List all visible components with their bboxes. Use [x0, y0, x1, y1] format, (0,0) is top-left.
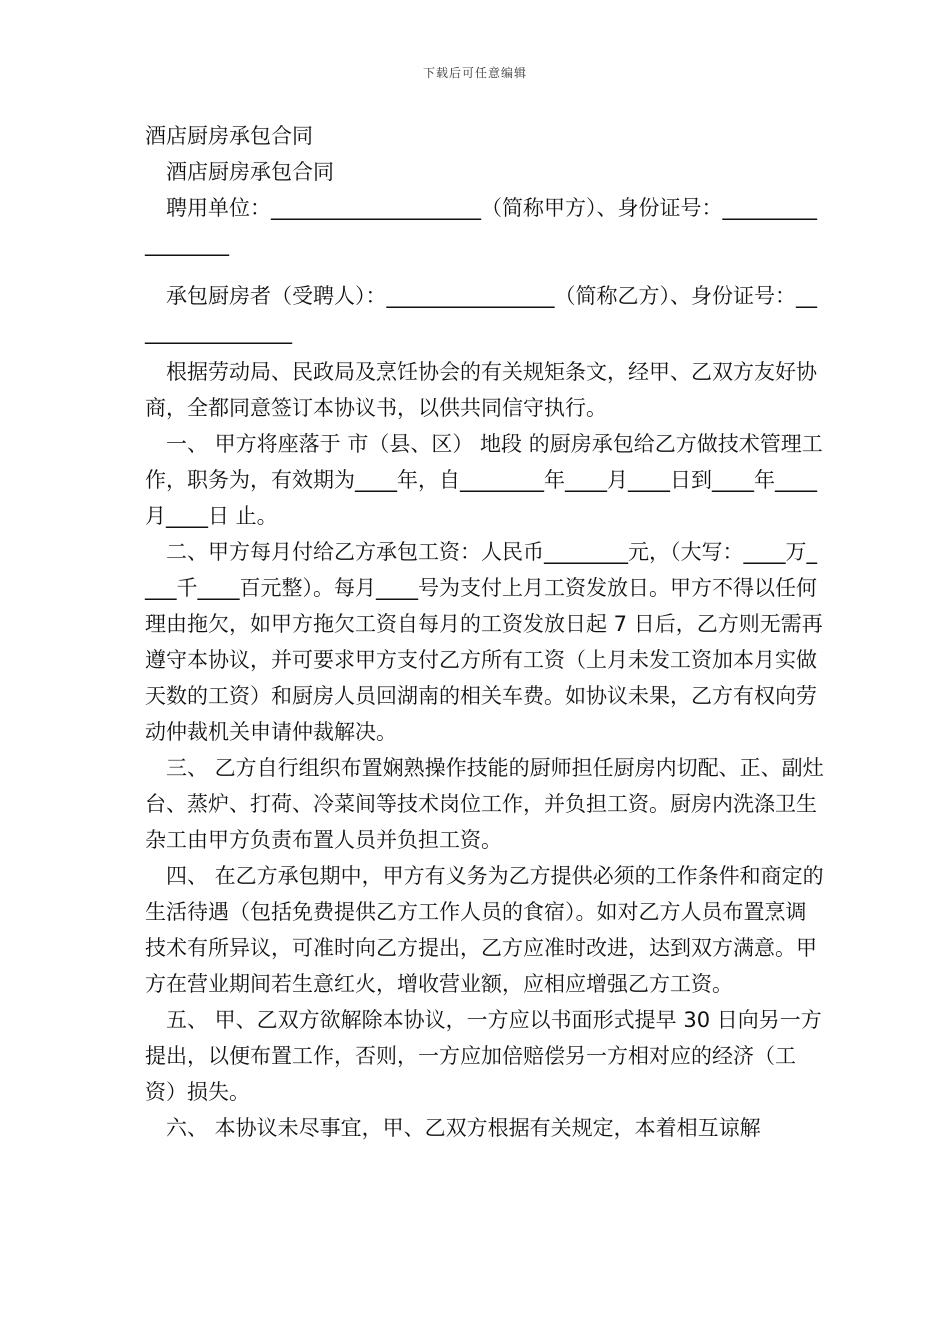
employer-line: 聘用单位：____________________（简称甲方）、身份证号：_________________: [145, 196, 817, 256]
clause-6: 六、 本协议未尽事宜，甲、乙双方根据有关规定，本着相互谅解: [166, 1116, 761, 1140]
header-note: 下载后可任意编辑: [422, 66, 527, 80]
document-body: [145, 118, 825, 1146]
contractor-line: 承包厨房者（受聘人）：________________（简称乙方）、身份证号：________________: [145, 284, 817, 344]
clause-4: 四、 在乙方承包期中，甲方有义务为乙方提供必须的工作条件和商定的生活待遇（包括免费提供乙方工作人员的食宿）。如对乙方人员布置烹调技术有所异议，可准时向乙方提出，乙方应准时改进，达到双方满意。甲方在营业期间若生意红火，增收营业额，应相应增强乙方工资。: [145, 864, 824, 996]
preamble-paragraph: 根据劳动局、民政局及烹饪协会的有关规矩条文，经甲、乙双方友好协商，全都同意签订本协议书，以供共同信守执行。: [145, 360, 817, 420]
document-title: 酒店厨房承包合同: [145, 124, 313, 148]
clause-3: 三、 乙方自行组织布置娴熟操作技能的厨师担任厨房内切配、正、副灶台、蒸炉、打荷、冷菜间等技术岗位工作，并负担工资。厨房内洗涤卫生杂工由甲方负责布置人员并负担工资。: [145, 756, 824, 852]
clause-5: 五、 甲、乙双方欲解除本协议，一方应以书面形式提早 30 日向另一方提出，以便布置工作，否则，一方应加倍赔偿另一方相对应的经济（工资）损失。: [145, 1008, 822, 1104]
clause-1: 一、 甲方将座落于 市（县、区） 地段 的厨房承包给乙方做技术管理工作，职务为，有效期为____年，自________年____月____日到____年____月____日 止。: [145, 432, 823, 528]
document-subtitle: 酒店厨房承包合同: [166, 160, 334, 184]
clause-2: 二、甲方每月付给乙方承包工资：人民币________元，（大写：____万____千____百元整）。每月____号为支付上月工资发放日。甲方不得以任何理由拖欠，如甲方拖欠工资自每月的工资发放日起 7 日后，乙方则无需再遵守本协议，并可要求甲方支付乙方所有工资（上月未发工资加本月实做天数的工资）和厨房人员回湖南的相关车费。如协议未果，乙方有权向劳动仲裁机关申请仲裁解决。: [145, 540, 823, 744]
